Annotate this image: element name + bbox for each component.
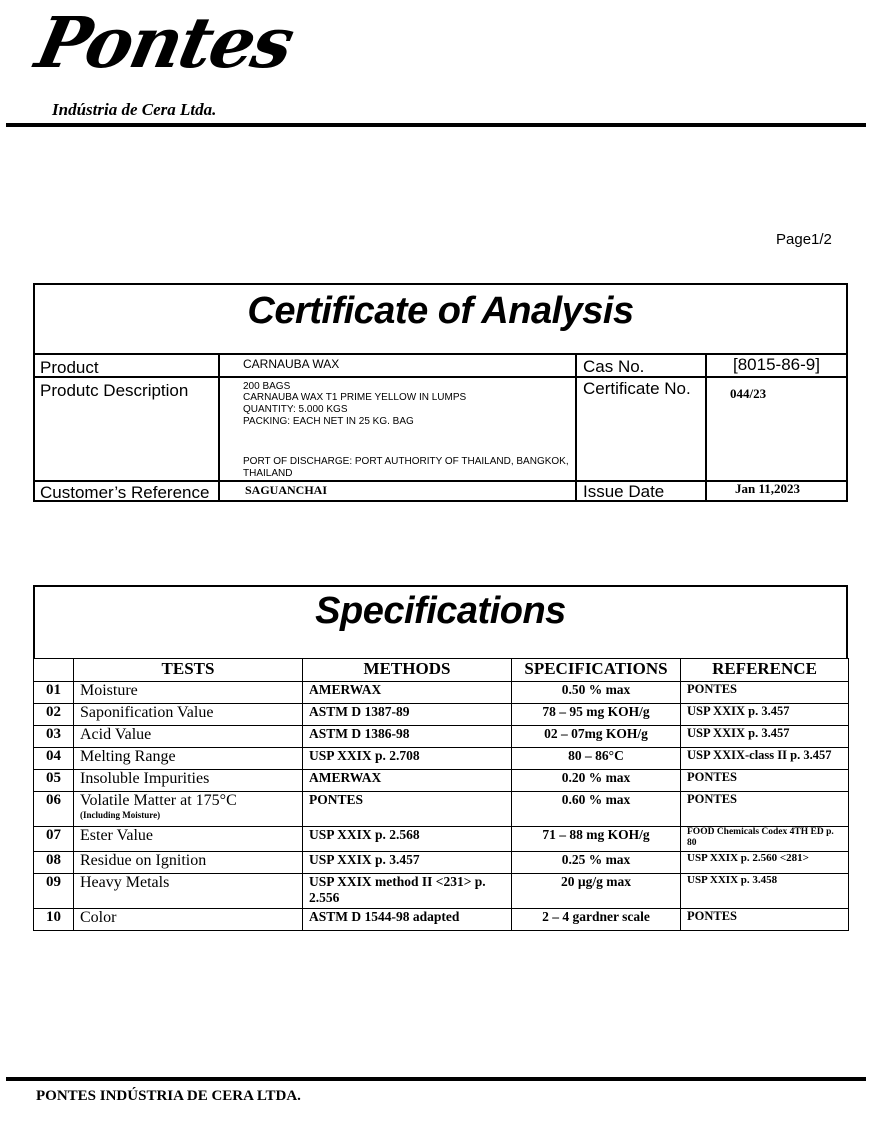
table-row bbox=[34, 827, 849, 852]
specifications-table bbox=[33, 658, 849, 931]
row-spec: 71 – 88 mg KOH/g bbox=[512, 827, 681, 852]
cert-divider bbox=[33, 376, 848, 378]
certificate-no-label: Certificate No. bbox=[583, 379, 691, 398]
row-test: Heavy Metals bbox=[74, 874, 303, 909]
row-spec: 0.60 % max bbox=[512, 792, 681, 827]
description-line: 200 BAGS bbox=[243, 381, 291, 392]
certificate-title: Certificate of Analysis bbox=[247, 290, 634, 332]
row-test-note: (Including Moisture) bbox=[80, 810, 161, 820]
row-reference: FOOD Chemicals Codex 4TH ED p. 80 bbox=[681, 827, 849, 852]
cert-divider bbox=[33, 480, 848, 482]
row-reference: USP XXIX p. 3.457 bbox=[681, 704, 849, 726]
row-number: 09 bbox=[34, 874, 74, 909]
customer-reference-value: SAGUANCHAI bbox=[245, 483, 328, 497]
row-spec: 02 – 07mg KOH/g bbox=[512, 726, 681, 748]
table-row bbox=[34, 852, 849, 874]
description-line: PACKING: EACH NET IN 25 KG. BAG bbox=[243, 416, 414, 427]
row-number: 03 bbox=[34, 726, 74, 748]
row-number: 01 bbox=[34, 682, 74, 704]
discharge-line: PORT OF DISCHARGE: PORT AUTHORITY OF THAILAND, BANGKOK, bbox=[243, 456, 569, 467]
table-row bbox=[34, 874, 849, 909]
row-reference: PONTES bbox=[681, 770, 849, 792]
row-number: 07 bbox=[34, 827, 74, 852]
row-method: USP XXIX p. 3.457 bbox=[303, 852, 512, 874]
cas-label: Cas No. bbox=[583, 357, 645, 376]
row-number: 10 bbox=[34, 909, 74, 931]
row-spec: 0.50 % max bbox=[512, 682, 681, 704]
product-value: CARNAUBA WAX bbox=[243, 357, 340, 371]
table-row bbox=[34, 704, 849, 726]
table-header-row bbox=[34, 659, 849, 682]
footer-divider bbox=[6, 1077, 866, 1081]
header-reference: REFERENCE bbox=[681, 659, 849, 682]
row-method: PONTES bbox=[303, 792, 512, 827]
company-logo: Pontes bbox=[29, 1, 300, 84]
row-test: Residue on Ignition bbox=[74, 852, 303, 874]
row-test: Moisture bbox=[74, 682, 303, 704]
cert-divider bbox=[705, 353, 707, 502]
description-label: Produtc Description bbox=[40, 381, 189, 400]
page-number: Page1/2 bbox=[776, 231, 832, 248]
row-test: Color bbox=[74, 909, 303, 931]
row-method: ASTM D 1544-98 adapted bbox=[303, 909, 512, 931]
header-specifications: SPECIFICATIONS bbox=[512, 659, 681, 682]
row-test-cell bbox=[74, 792, 303, 827]
table-row bbox=[34, 748, 849, 770]
row-method: USP XXIX p. 2.708 bbox=[303, 748, 512, 770]
header-tests: TESTS bbox=[74, 659, 303, 682]
row-spec: 0.20 % max bbox=[512, 770, 681, 792]
row-test: Melting Range bbox=[74, 748, 303, 770]
table-row bbox=[34, 792, 849, 827]
description-line: QUANTITY: 5.000 KGS bbox=[243, 404, 348, 415]
row-number: 06 bbox=[34, 792, 74, 827]
row-method: USP XXIX p. 2.568 bbox=[303, 827, 512, 852]
row-spec: 0.25 % max bbox=[512, 852, 681, 874]
header-number bbox=[34, 659, 74, 682]
row-number: 08 bbox=[34, 852, 74, 874]
row-reference: PONTES bbox=[681, 909, 849, 931]
row-method: USP XXIX method II <231> p. 2.556 bbox=[303, 874, 512, 909]
issue-date-value: Jan 11,2023 bbox=[735, 481, 801, 496]
discharge-line: THAILAND bbox=[243, 468, 293, 479]
row-method: AMERWAX bbox=[303, 770, 512, 792]
issue-date-label: Issue Date bbox=[583, 482, 665, 501]
table-row bbox=[34, 909, 849, 931]
cert-divider bbox=[575, 353, 577, 502]
row-spec: 80 – 86°C bbox=[512, 748, 681, 770]
row-method: ASTM D 1387-89 bbox=[303, 704, 512, 726]
row-test: Insoluble Impurities bbox=[74, 770, 303, 792]
header-methods: METHODS bbox=[303, 659, 512, 682]
header-divider bbox=[6, 123, 866, 127]
description-line: CARNAUBA WAX T1 PRIME YELLOW IN LUMPS bbox=[243, 392, 467, 403]
row-spec: 2 – 4 gardner scale bbox=[512, 909, 681, 931]
row-number: 05 bbox=[34, 770, 74, 792]
row-reference: USP XXIX p. 2.560 <281> bbox=[681, 852, 849, 874]
table-row bbox=[34, 770, 849, 792]
certificate-no-value: 044/23 bbox=[730, 386, 767, 401]
table-row bbox=[34, 682, 849, 704]
specifications-title: Specifications bbox=[315, 590, 566, 632]
cas-value: [8015-86-9] bbox=[733, 355, 820, 374]
footer-company-name: PONTES INDÚSTRIA DE CERA LTDA. bbox=[36, 1088, 301, 1104]
cert-divider bbox=[33, 353, 848, 355]
row-number: 04 bbox=[34, 748, 74, 770]
cert-divider bbox=[218, 353, 220, 502]
table-row bbox=[34, 726, 849, 748]
row-spec: 78 – 95 mg KOH/g bbox=[512, 704, 681, 726]
row-test: Ester Value bbox=[74, 827, 303, 852]
row-spec: 20 µg/g max bbox=[512, 874, 681, 909]
company-logo-subtitle: Indústria de Cera Ltda. bbox=[52, 100, 217, 119]
row-number: 02 bbox=[34, 704, 74, 726]
row-test: Acid Value bbox=[74, 726, 303, 748]
row-reference: PONTES bbox=[681, 792, 849, 827]
row-reference: USP XXIX p. 3.457 bbox=[681, 726, 849, 748]
row-test: Volatile Matter at 175°C bbox=[80, 792, 237, 809]
row-reference: PONTES bbox=[681, 682, 849, 704]
row-method: AMERWAX bbox=[303, 682, 512, 704]
row-reference: USP XXIX p. 3.458 bbox=[681, 874, 849, 909]
customer-reference-label: Customer’s Reference bbox=[40, 483, 210, 502]
product-label: Product bbox=[40, 358, 99, 377]
row-method: ASTM D 1386-98 bbox=[303, 726, 512, 748]
row-reference: USP XXIX-class II p. 3.457 bbox=[681, 748, 849, 770]
row-test: Saponification Value bbox=[74, 704, 303, 726]
